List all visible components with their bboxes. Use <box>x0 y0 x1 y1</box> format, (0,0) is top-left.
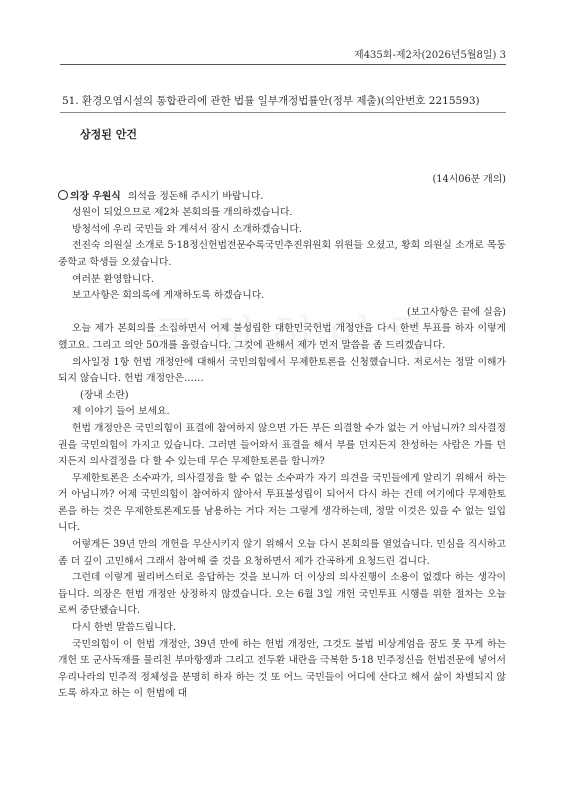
paragraph: 전진숙 의원실 소개로 5·18정신헌법전문수록국민추진위원회 위원들 오셨고, 황희 의원실 소개로 목동중학교 학생들 오셨습니다. <box>58 240 506 268</box>
paragraph: 그런데 이렇게 필리버스터로 응답하는 것을 보니까 더 이상의 의사진행이 소용이 없겠다 하는 생각이 듭니다. 의장은 헌법 개정안 상정하지 않겠습니다. 오는 6월 3일 개헌 국민투표 시행을 위한 절차는 오늘로써 중단됐습니다. <box>58 572 506 617</box>
header-divider <box>60 64 506 65</box>
paragraph: 다시 한번 말씀드립니다. <box>72 622 176 634</box>
paragraph: 어렇게든 39년 만의 개헌을 무산시키지 않기 위해서 오늘 다시 본회의를 열었습니다. 민심을 직시하고 좀 더 깊이 고민해서 그래서 참여해 줄 것을 요청하면서 제가 간곡하게 요청드린 겁니다. <box>58 539 506 567</box>
speaker-line <box>58 189 506 206</box>
paragraph: 국민의힘이 이 헌법 개정안, 39년 만에 하는 헌법 개정안, 그것도 불법 비상계엄을 꿈도 못 꾸게 하는 개헌 또 군사독재를 물리친 부마항쟁과 그리고 전두환 내란을 극복한 5·18 민주정신을 헌법전문에 넣어서 우리나라의 민주적 정체성을 분명히 하자 하는 것 또 어느 국민들이 어디에 산다고 해서 삶이 차별되지 않도록 하자고 하는 이 헌법에 대 <box>58 638 506 700</box>
paragraph: 의사일정 1항 헌법 개정안에 대해서 국민의힘에서 무제한토론을 신청했습니다. 저로서는 정말 이해가 되지 않습니다. 헌법 개정안은…… <box>58 356 506 385</box>
paragraph: 방청석에 우리 국민들 와 계셔서 잠시 소개하겠습니다. <box>72 223 303 235</box>
paragraph: 오늘 제가 본회의를 소집하면서 어제 불성립한 대한민국헌법 개정안을 다시 한번 투표를 하자 이렇게 했고요. 그리고 의안 50개를 올렸습니다. 그것에 관해서 제가 먼저 말씀을 좀 드리겠습니다. <box>58 323 506 351</box>
paragraph: 무제한토론은 소수파가, 의사결정을 할 수 없는 소수파가 자기 의견을 국민들에게 알리기 위해서 하는 거 아닙니까? 어제 국민의힘이 참여하지 않아서 투표불성립이 되어서 다시 하는 건데 여기에다 무제한토론을 하는 것은 무제한토론제도를 남용하는 거다 저는 그렇게 생각하는데, 정말 이것은 있을 수 없는 일입니다. <box>58 472 506 534</box>
paragraph: 제 이야기 들어 보세요. <box>72 406 170 418</box>
paragraph: 보고사항은 회의록에 게재하도록 하겠습니다. <box>72 290 265 302</box>
record-note: (장내 소란) <box>80 389 129 401</box>
bill-item: 51. 환경오염시설의 통합관리에 관한 법률 일부개정법률안(정부 제출)(의안번호 2215593) <box>62 95 480 107</box>
session-time: (14시06분 개의) <box>432 174 506 185</box>
minutes-body <box>58 172 506 703</box>
speaker-name: 의장 우원식 <box>70 190 121 202</box>
section-title: 상정된 안건 <box>80 128 137 141</box>
paragraph: 여러분 환영합니다. <box>72 273 154 285</box>
speaker-circle-icon <box>58 190 68 200</box>
bill-divider <box>60 112 506 113</box>
page-header: 제435회-제2차(2026년5월8일) 3 <box>354 50 506 61</box>
record-note: (보고사항은 끝에 실음) <box>406 306 506 318</box>
paragraph: 헌법 개정안은 국민의힘이 표결에 참여하지 않으면 가든 부든 의결할 수가 없는 거 아닙니까? 의사결정권을 국민의힘이 가지고 있습니다. 그러면 들어와서 표결을 해서 부를 던지든지 찬성하는 사람은 가를 던지든지 의사결정을 다 할 수 있는데 무슨 무제한토론을 합니까? <box>58 422 506 468</box>
speaker-first-line: 의석을 정돈해 주시기 바랍니다. <box>127 190 264 202</box>
paragraph: 성원이 되었으므로 제2차 본회의를 개의하겠습니다. <box>72 207 293 219</box>
